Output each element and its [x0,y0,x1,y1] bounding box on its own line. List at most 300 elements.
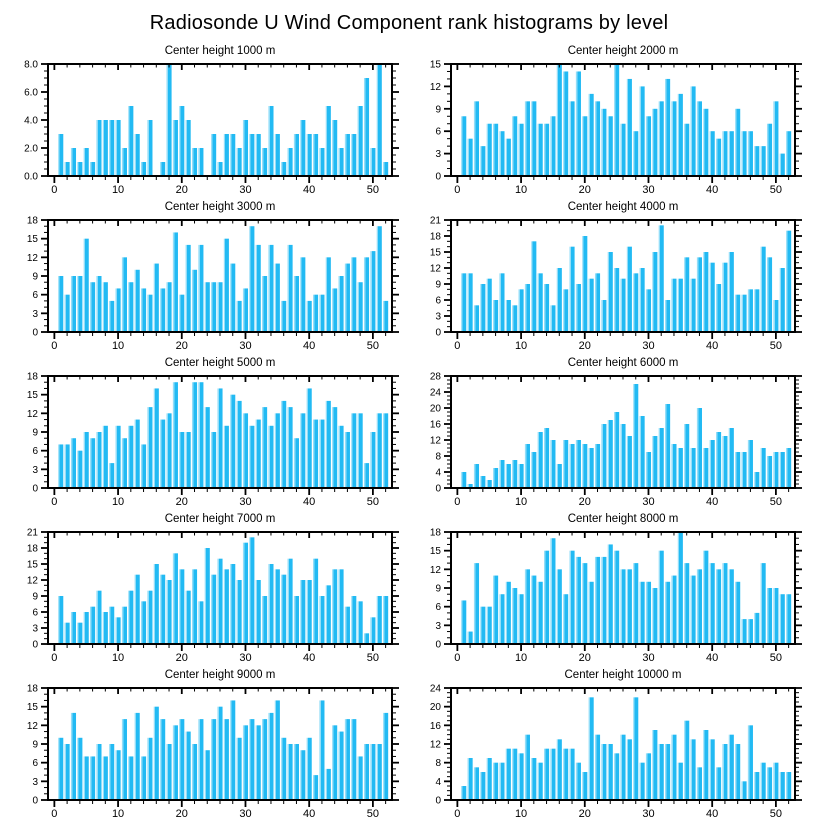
tick-label: 4 [435,467,441,479]
tick-label: 0 [51,340,58,352]
bar [77,451,82,488]
bar [71,612,76,644]
bar [166,744,171,800]
bar [748,289,753,332]
bar [217,559,222,644]
bar [116,288,121,332]
bar [364,257,369,332]
bar [703,730,708,800]
tick-label: 10 [111,496,125,508]
tick-label: 30 [642,808,655,820]
bar [773,452,778,488]
bar [179,569,184,644]
bar [499,594,504,644]
bar [589,448,594,488]
bar [58,444,63,488]
tick-label: 10 [514,184,528,196]
bar [627,739,632,800]
bar [582,236,587,332]
bar [487,607,492,644]
bar [198,148,203,176]
bar [237,301,242,332]
tick-label: 3 [435,620,441,632]
bar [179,719,184,800]
tick-label: 40 [303,340,316,352]
bar [275,264,280,332]
bar [319,596,324,644]
bar [569,444,574,488]
tick-label: 0 [454,652,461,664]
bar [659,101,664,176]
bar [640,763,645,800]
bar [754,613,759,644]
bar [767,588,772,644]
bar [90,438,95,488]
bars-group [58,382,388,488]
tick-label: 18 [429,527,441,539]
bar [288,148,293,176]
bar [754,772,759,800]
tick-label: 10 [111,652,125,664]
bar [345,719,350,800]
bar [351,413,356,488]
bar [383,413,388,488]
bars-group [461,384,791,488]
bar [620,124,625,176]
tick-label: 40 [706,496,719,508]
bar [300,120,305,176]
bar [474,101,479,176]
bar [71,438,76,488]
bar [116,426,121,488]
bar [691,279,696,332]
bar [307,134,312,176]
bar [487,480,492,488]
bar [519,124,524,176]
bar [249,426,254,488]
bar [192,744,197,800]
bar [684,563,689,644]
bar [493,763,498,800]
tick-label: 18 [26,215,38,227]
bar [525,444,530,488]
bar [557,464,562,488]
bar [538,432,543,488]
bar [147,738,152,800]
bar [166,580,171,644]
histogram-plot [6,527,409,665]
bars-group [58,64,388,176]
bar [468,139,473,176]
bar [192,148,197,176]
tick-label: 10 [111,184,125,196]
bar [326,106,331,176]
bar [211,575,216,644]
bar [217,162,222,176]
bar [230,264,235,332]
tick-label: 15 [26,559,38,571]
tick-label: 8 [435,451,441,463]
bar [557,64,562,176]
tick-label: 15 [26,702,38,714]
bar [582,116,587,176]
bar [627,569,632,644]
bar [703,551,708,644]
bar [652,252,657,332]
bar [351,719,356,800]
bar [461,600,466,644]
bar [665,404,670,488]
bar [671,444,676,488]
bar [307,738,312,800]
tick-label: 20 [578,496,591,508]
bar [160,719,165,800]
bar [480,476,485,488]
bar [589,279,594,332]
bar [697,101,702,176]
bar [377,413,382,488]
bar [640,416,645,488]
bar [186,120,191,176]
bar [544,284,549,332]
bar [767,257,772,332]
tick-label: 20 [175,184,188,196]
bar [684,424,689,488]
tick-label: 3 [32,308,38,320]
bar [735,744,740,800]
bar [773,763,778,800]
bar [96,120,101,176]
tick-label: 0 [454,808,461,820]
bar [154,388,159,488]
bar [173,553,178,644]
bar [697,767,702,800]
bar [351,596,356,644]
tick-label: 0 [454,184,461,196]
subplot-title: Center height 5000 m [164,357,276,369]
bar [519,594,524,644]
bar [589,697,594,800]
bar [243,120,248,176]
bar [154,264,159,332]
bar [249,537,254,644]
bar [338,426,343,488]
bars-group [58,537,388,644]
bar [237,580,242,644]
bar [281,401,286,488]
bar [735,452,740,488]
bar [147,591,152,644]
bar [589,94,594,176]
tick-label: 6 [32,446,38,458]
bar [319,148,324,176]
bar [544,428,549,488]
tick-label: 12 [429,263,441,275]
bar [614,551,619,644]
bar [281,162,286,176]
subplot-2000m [409,44,812,200]
bar [595,557,600,644]
bar [659,744,664,800]
bar [262,596,267,644]
bar [620,424,625,488]
bar [576,71,581,176]
bar [370,617,375,644]
bar [684,721,689,800]
bar [678,279,683,332]
bar [678,532,683,644]
bar [741,295,746,332]
subplot-title: Center height 8000 m [567,513,679,525]
bar [659,551,664,644]
bar [671,576,676,644]
bar [135,713,140,800]
bar [96,591,101,644]
bar [474,464,479,488]
bar [65,623,70,644]
bar [722,436,727,488]
bar [595,273,600,332]
tick-label: 10 [111,340,125,352]
bar [383,162,388,176]
tick-label: 20 [175,652,188,664]
bar [122,719,127,800]
bar [550,749,555,800]
tick-label: 50 [769,652,783,664]
tick-label: 3 [32,776,38,788]
tick-label: 10 [111,808,125,820]
bar [665,582,670,644]
bar [640,582,645,644]
bar [217,707,222,800]
bar [275,700,280,800]
bar [468,632,473,644]
subplot-3000m [6,200,409,356]
bar [512,305,517,332]
tick-label: 16 [429,419,441,431]
bar [716,284,721,332]
bar [563,749,568,800]
bar [691,739,696,800]
bar [780,452,785,488]
tick-label: 4.0 [24,115,38,127]
tick-label: 30 [239,496,252,508]
bar [179,432,184,488]
bar [754,472,759,488]
bar [716,767,721,800]
bar [192,270,197,332]
tick-label: 30 [642,340,655,352]
bar [620,279,625,332]
tick-label: 10 [514,652,528,664]
bars-group [461,64,791,176]
tick-label: 6 [435,126,441,138]
bar [601,300,606,332]
bar [633,563,638,644]
tick-label: 30 [642,184,655,196]
tick-label: 0 [454,340,461,352]
tick-label: 6.0 [24,87,38,99]
tick-label: 20 [175,808,188,820]
bar [614,412,619,488]
bar [786,594,791,644]
bar [614,753,619,800]
bar [563,440,568,488]
bar [710,263,715,332]
bar [671,279,676,332]
bar [128,282,133,332]
bar [595,444,600,488]
bar [582,772,587,800]
bar [141,444,146,488]
bar [122,257,127,332]
bar [205,750,210,800]
tick-label: 28 [429,371,441,383]
tick-label: 20 [175,496,188,508]
bar [601,109,606,176]
bar [211,719,216,800]
bar [230,134,235,176]
tick-label: 18 [26,371,38,383]
bar [569,749,574,800]
bar [300,257,305,332]
tick-label: 3 [435,149,441,161]
tick-label: 10 [514,496,528,508]
bar [58,134,63,176]
bar [735,582,740,644]
bar [370,744,375,800]
bar [294,596,299,644]
bar [786,231,791,332]
bar [544,749,549,800]
tick-label: 3 [32,623,38,635]
bar [538,763,543,800]
bar [192,569,197,644]
bar [383,301,388,332]
bar [205,282,210,332]
tick-label: 15 [26,390,38,402]
bar [198,719,203,800]
bar [186,591,191,644]
bar [493,576,498,644]
bar [128,756,133,800]
bar [103,756,108,800]
bar [294,438,299,488]
bar [256,580,261,644]
bar [652,730,657,800]
bar [268,245,273,332]
subplot-title: Center height 9000 m [164,669,276,681]
bar [205,407,210,488]
bar [186,245,191,332]
tick-label: 24 [429,387,441,399]
bar [461,116,466,176]
subplot-7000m [6,512,409,668]
bar [249,226,254,332]
bar [135,420,140,488]
tick-label: 40 [706,652,719,664]
bar [729,569,734,644]
bar [652,588,657,644]
tick-label: 30 [239,652,252,664]
bar [620,569,625,644]
bar [493,300,498,332]
bar [364,744,369,800]
tick-label: 18 [26,543,38,555]
bar [569,247,574,332]
subplot-10000m [409,668,812,824]
bar [601,424,606,488]
bar [211,432,216,488]
bar [665,79,670,176]
bar [512,588,517,644]
bar [474,305,479,332]
bar [351,257,356,332]
bar [531,241,536,332]
bar [493,468,498,488]
bar [569,101,574,176]
bar [691,448,696,488]
bar [557,569,562,644]
tick-label: 0 [435,795,441,807]
bar [338,148,343,176]
bar [256,725,261,800]
bar [487,124,492,176]
bar [364,463,369,488]
bar [109,301,114,332]
bar [468,758,473,800]
bar [620,735,625,800]
bar [84,612,89,644]
tick-label: 0 [51,184,58,196]
bar [377,744,382,800]
bar [767,456,772,488]
bar [313,420,318,488]
bars-group [461,697,791,800]
bar [179,106,184,176]
bar [154,564,159,644]
bar [506,300,511,332]
bar [243,725,248,800]
tick-label: 0 [454,496,461,508]
bar [608,252,613,332]
bar [646,289,651,332]
bar [77,738,82,800]
bar [480,146,485,176]
bar [224,239,229,332]
bar [256,420,261,488]
tick-label: 40 [706,340,719,352]
bar [147,407,152,488]
bar [71,148,76,176]
bar [307,388,312,488]
tick-label: 6 [32,607,38,619]
bar [614,64,619,176]
bar [58,738,63,800]
bar [364,78,369,176]
bar [338,732,343,800]
tick-label: 12 [429,564,441,576]
bar [275,413,280,488]
bar [748,440,753,488]
bar [128,591,133,644]
histogram-plot [409,59,812,197]
bar [671,101,676,176]
bar [652,109,657,176]
bar [141,162,146,176]
tick-label: 0 [51,652,58,664]
bar [358,756,363,800]
